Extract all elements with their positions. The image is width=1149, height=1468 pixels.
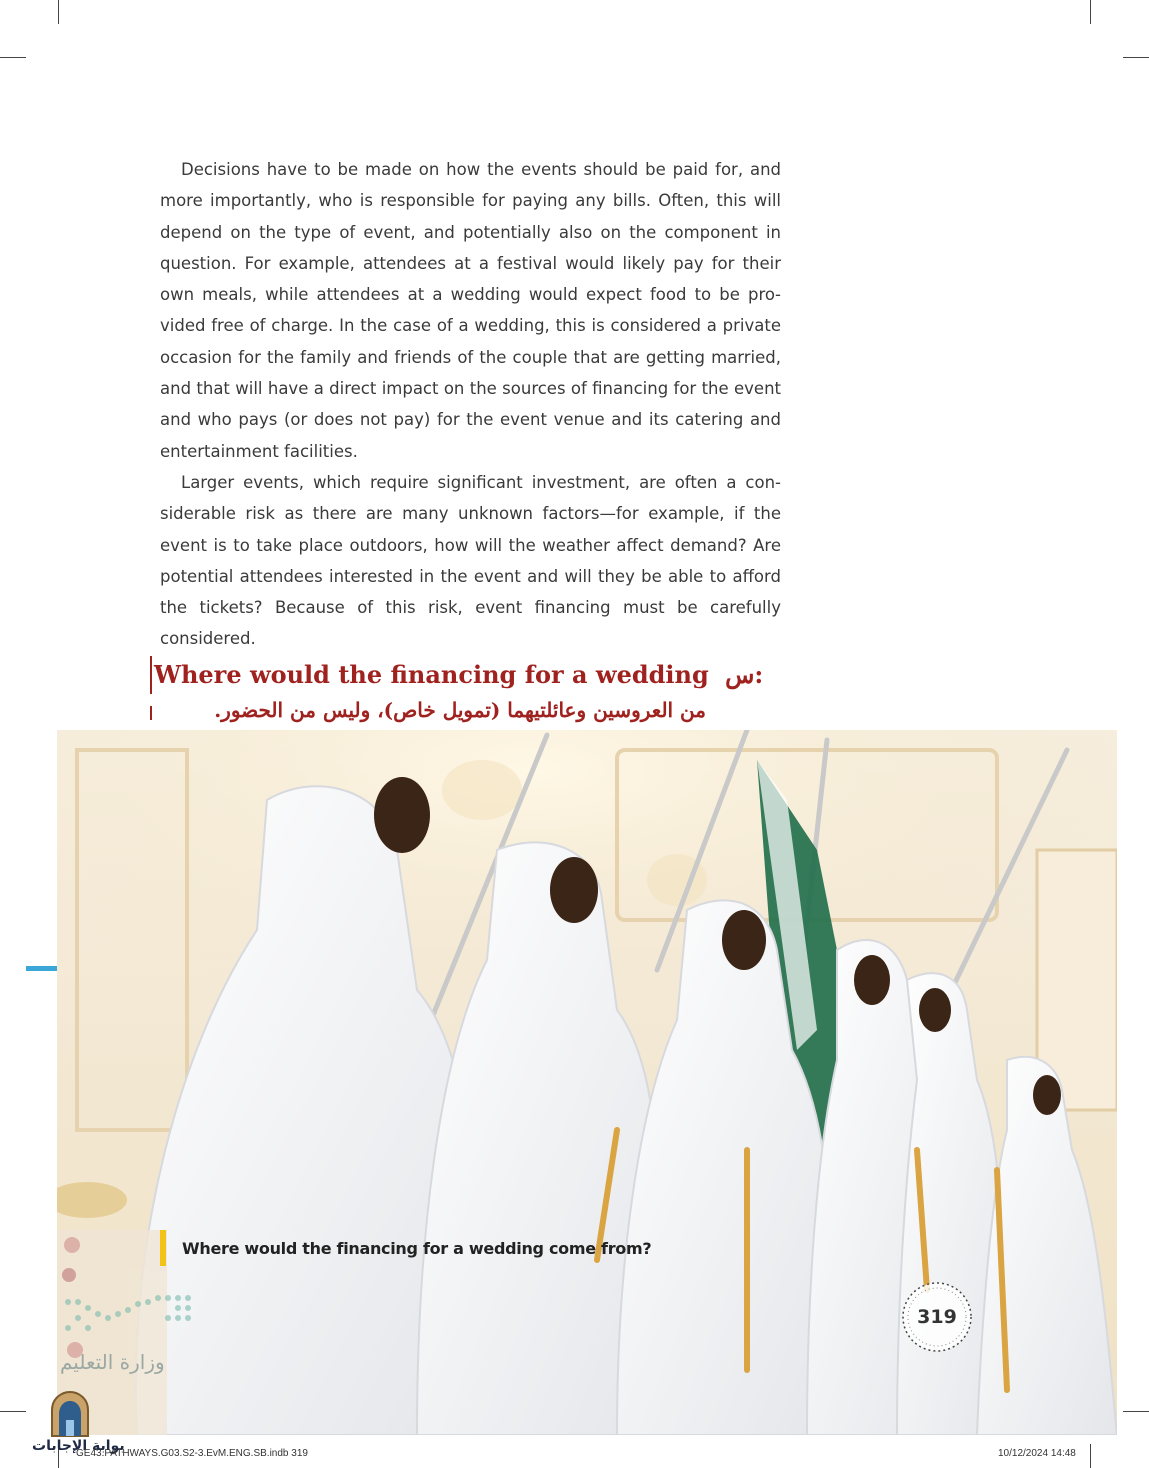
print-slug-file: GE43.PATHWAYS.G03.S2-3.EvM.ENG.SB.indb 319 [76, 1448, 308, 1459]
crop-mark [1090, 0, 1091, 24]
side-accent-bar [26, 966, 58, 971]
page-number: 319 [917, 1306, 957, 1328]
watermark-text: بوابة الإجابات [32, 1438, 125, 1454]
crop-mark [58, 0, 59, 24]
print-slug-datetime: 10/12/2024 14:48 [998, 1448, 1076, 1459]
crop-mark [1090, 1444, 1091, 1468]
crop-mark [1123, 57, 1149, 58]
answer-question-line [150, 656, 764, 694]
caption-text: Where would the financing for a wedding come from? [182, 1238, 652, 1258]
mosque-arch-icon [48, 1390, 92, 1438]
answer-text: من العروسين وعائلتيهما (تمويل خاص)، وليس من الحضور. [214, 698, 706, 722]
caption-accent-bar [160, 1230, 166, 1266]
paragraph: Decisions have to be made on how the events should be paid for, and more importantly, who is responsible for paying any bills. Often, this will depend on the type of event, and potentially also on the component in question. For example, attendees at a festival would likely pay for their own meals, while attendees at a wedding would expect food to be provided free of charge. In the case of a wedding, this is considered a private occasion for the family and friends of the couple that are getting married, and that will have a direct impact on the sources of financing for the event and who pays (or does not pay) for the event venue and its catering and entertainment facilities. [160, 160, 781, 461]
photo-caption [160, 1229, 680, 1267]
crop-mark [0, 1411, 26, 1412]
question-text: Where would the financing for a wedding [154, 660, 709, 689]
ministry-name: وزارة التعليم [60, 1350, 165, 1374]
article-body [160, 154, 781, 655]
paragraph: Larger events, which require significant investment, are often a considerable risk as there are many unknown factors—for example, if the event is to take place outdoors, how will the weather affect demand? Are potential attendees interested in the event and will they be able to afford the tickets? Because of this risk, event financing must be carefully considered. [160, 472, 781, 649]
page-number-badge [900, 1280, 974, 1354]
crop-mark [1123, 1411, 1149, 1412]
question-prefix: س: [725, 660, 764, 689]
crop-mark [0, 57, 26, 58]
